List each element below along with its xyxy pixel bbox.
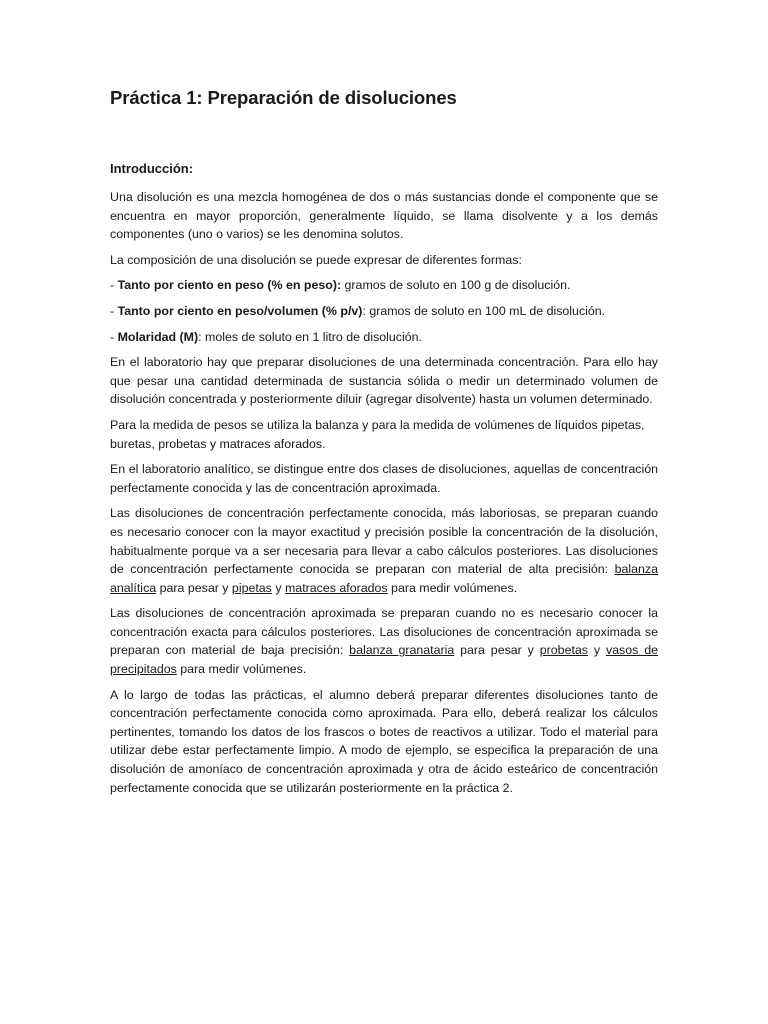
text-run: para pesar y bbox=[156, 580, 232, 595]
bullet-text: : moles de soluto en 1 litro de disolución. bbox=[198, 329, 422, 344]
document-page bbox=[110, 86, 658, 804]
underlined-term-vasos-de-precipitados: vasos de precipitados bbox=[110, 643, 658, 677]
text-run: para pesar y bbox=[454, 643, 540, 658]
bullet-molarity bbox=[110, 328, 658, 347]
bullet-prefix: - bbox=[110, 278, 118, 293]
paragraph-composition: La composición de una disolución se puede expresar de diferentes formas: bbox=[110, 252, 522, 267]
paragraph-practice-overview: A lo largo de todas las prácticas, el alumno deberá preparar diferentes disoluciones tanto de concentración perfectamente conocida como aproximada. Para ello, deberá realizar los cálculos pertinentes, tomando los datos de los frascos o botes de reactivos a utilizar. Todo el material para utilizar debe estar perfectamente limpio. A modo de ejemplo, se especifica la preparación de una disolución de amoníaco de concentración aproximada y otra de ácido esteárico de concentración perfectamente conocida que se utilizarán posteriormente en la práctica 2. bbox=[110, 687, 658, 795]
bullet-term: Molaridad (M) bbox=[117, 329, 199, 344]
bullet-prefix: - bbox=[110, 303, 118, 318]
underlined-term-balanza-analitica: balanza analítica bbox=[110, 562, 658, 595]
text-run: para medir volúmenes. bbox=[176, 662, 307, 677]
text-run: y bbox=[588, 643, 606, 658]
paragraph-measurement: Para la medida de pesos se utiliza la balanza y para la medida de volúmenes de líquidos pipetas, buretas, probetas y matraces aforados. bbox=[110, 417, 645, 451]
underlined-term-probetas: probetas bbox=[539, 643, 588, 658]
text-run: y bbox=[271, 580, 285, 595]
bullet-term: Tanto por ciento en peso (% en peso): bbox=[117, 278, 342, 293]
underlined-term-matraces-aforados: matraces aforados bbox=[284, 580, 388, 595]
underlined-term-balanza-granataria: balanza granataria bbox=[349, 643, 455, 658]
bullet-prefix: - bbox=[110, 329, 118, 344]
paragraph-two-classes: En el laboratorio analítico, se distingue entre dos clases de disoluciones, aquellas de concentración perfectamente conocida y las de concentración aproximada. bbox=[110, 462, 658, 495]
document-title: Práctica 1: Preparación de disoluciones bbox=[110, 87, 457, 108]
bullet-percent-weight-volume bbox=[110, 302, 658, 321]
bullet-term: Tanto por ciento en peso/volumen (% p/v) bbox=[117, 303, 363, 318]
text-run: Las disoluciones de concentración perfectamente conocida, más laboriosas, se preparan cuando es necesario conocer con la mayor exactitud y precisión posible la concentración de la disolución, habitualmente porque va a ser necesaria para llevar a cabo cálculos posteriores. Las disoluciones de concentración perfectamente conocida se preparan con material de alta precisión: bbox=[110, 506, 658, 577]
paragraph-approximate-concentration bbox=[110, 604, 658, 678]
text-run: para medir volúmenes. bbox=[387, 580, 518, 595]
paragraph-laboratory: En el laboratorio hay que preparar disoluciones de una determinada concentración. Para ello hay que pesar una cantidad determinada de sustancia sólida o medir un determinado volumen de disolución concentrada y posteriormente diluir (agregar disolvente) hasta un volumen determinado. bbox=[110, 355, 658, 407]
paragraph-known-concentration bbox=[110, 504, 658, 597]
bullet-text: gramos de soluto en 100 g de disolución. bbox=[341, 278, 571, 293]
paragraph-definition: Una disolución es una mezcla homogénea de dos o más sustancias donde el componente que se encuentra en mayor proporción, generalmente líquido, se llama disolvente y a los demás componentes (uno o varios) se les denomina solutos. bbox=[110, 190, 658, 242]
bullet-text: : gramos de soluto en 100 mL de disolución. bbox=[362, 303, 606, 318]
text-run: Las disoluciones de concentración aproximada se preparan cuando no es necesario conocer la concentración exacta para cálculos posteriores. Las disoluciones de concentración aproximada se preparan con material de baja precisión: bbox=[110, 606, 658, 658]
bullet-percent-weight bbox=[110, 276, 658, 295]
underlined-term-pipetas: pipetas bbox=[231, 580, 272, 595]
intro-heading: Introducción: bbox=[110, 161, 194, 176]
